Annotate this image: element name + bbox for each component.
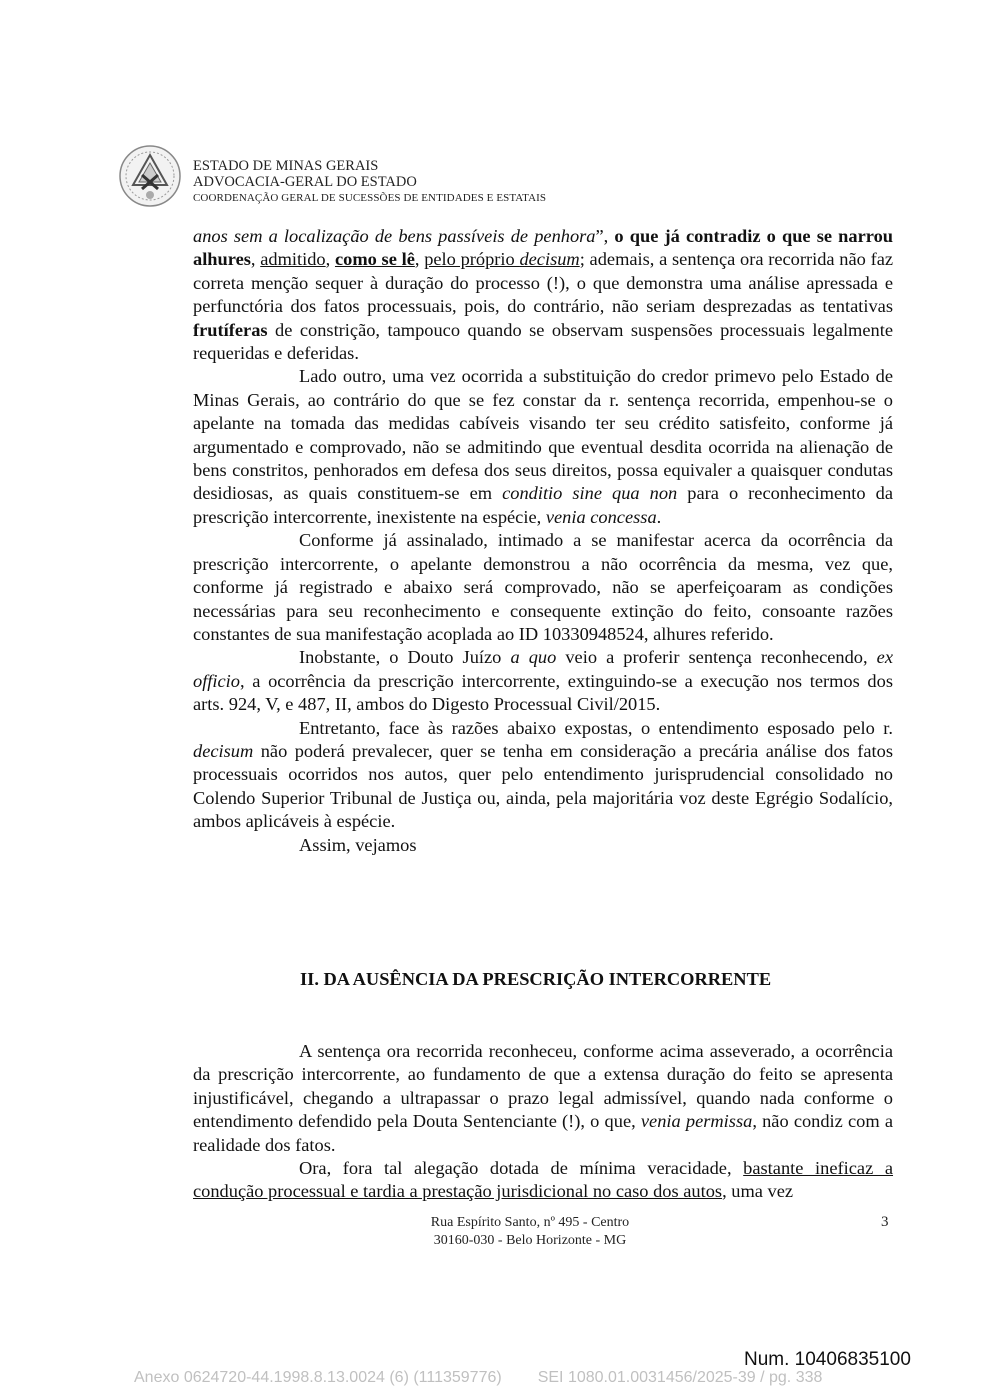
agency-name: ADVOCACIA-GERAL DO ESTADO [193,174,417,190]
department-name: COORDENAÇÃO GERAL DE SUCESSÕES DE ENTIDADES E ESTATAIS [193,192,547,204]
address-line-1: Rua Espírito Santo, nº 495 - Centro [430,1215,630,1230]
document-body-2 [193,1040,893,1204]
paragraph-5: Entretanto, face às razões abaixo expostas, o entendimento esposado pelo r. decisum não poderá prevalecer, quer se tenha em consideração a precária análise dos fatos processuais ocorridos nos autos, quer pelo entendimento jurisprudencial consolidado no Colendo Superior Tribunal de Justiça ou, ainda, pela majoritária voz deste Egrégio Sodalício, ambos aplicáveis à espécie. [193,717,893,832]
paragraph-1: anos sem a localização de bens passíveis de penhora”, o que já contradiz o que se narrou alhures, admitido, como se lê, pelo próprio decisum; ademais, a sentença ora recorrida não faz correta menção sequer à duração do processo (!), o que demonstra uma análise apressada e perfunctória dos fatos processuais, pois, do contrário, não seriam desprezadas as tentativas frutíferas de constrição, tampouco quando se observam suspensões processuais legalmente requeridas e deferidas. [193,226,894,364]
document-number-stamp: Num. 10406835100 [744,1349,911,1370]
paragraph-2: Lado outro, uma vez ocorrida a substituição do credor primevo pelo Estado de Minas Gerais, ao contrário do que se fez constar da r. sentença recorrida, empenhou-se o apelante na tomada das medidas cabíveis visando ter seu crédito satisfeito, conforme já argumentado e comprovado, não se admitindo que eventual desdita ocorrida na alienação de bens constritos, penhorados em defesa dos seus direitos, possa equivaler a quaisquer condutas desidiosas, as quais constituem-se em conditio sine qua non para o reconhecimento da prescrição intercorrente, inexistente na espécie, venia concessa. [193,366,893,527]
letterhead [193,158,546,206]
paragraph-7: A sentença ora recorrida reconheceu, conforme acima asseverado, a ocorrência da prescrição intercorrente, ao fundamento de que a extensa duração do feito se apresenta injustificável, chegando a ultrapassar o prazo legal admissível, quando nada conforme o entendimento defendido pela Douta Sentenciante (!), o que, venia permissa, não condiz com a realidade dos fatos. [193,1041,894,1155]
paragraph-6: Assim, vejamos [299,834,417,855]
page-number: 3 [881,1214,889,1230]
coat-of-arms-icon [119,145,181,207]
annex-reference: Anexo 0624720-44.1998.8.13.0024 (6) (111359776) [134,1369,502,1386]
footer-address [380,1214,680,1250]
section-title: II. DA AUSÊNCIA DA PRESCRIÇÃO INTERCORRENTE [300,969,772,989]
document-body [193,225,893,857]
annex-watermark [134,1369,924,1387]
state-name: ESTADO DE MINAS GERAIS [193,158,379,174]
sei-reference: SEI 1080.01.0031456/2025-39 / pg. 338 [537,1369,823,1386]
paragraph-4: Inobstante, o Douto Juízo a quo veio a proferir sentença reconhecendo, ex officio, a ocorrência da prescrição intercorrente, extinguindo-se a execução nos termos dos arts. 924, V, e 487, II, ambos do Digesto Processual Civil/2015. [193,647,893,715]
paragraph-8: Ora, fora tal alegação dotada de mínima veracidade, bastante ineficaz a condução processual e tardia a prestação jurisdicional no caso dos autos, uma vez [193,1158,894,1202]
paragraph-3: Conforme já assinalado, intimado a se manifestar acerca da ocorrência da prescrição intercorrente, o apelante demonstrou a não ocorrência da mesma, vez que, conforme já registrado e abaixo será comprovado, não se aperfeiçoaram as condições necessárias para seu reconhecimento e consequente extinção do feito, consoante razões constantes de sua manifestação acoplada ao ID 10330948524, alhures referido. [193,530,893,644]
address-line-2: 30160-030 - Belo Horizonte - MG [433,1233,627,1248]
